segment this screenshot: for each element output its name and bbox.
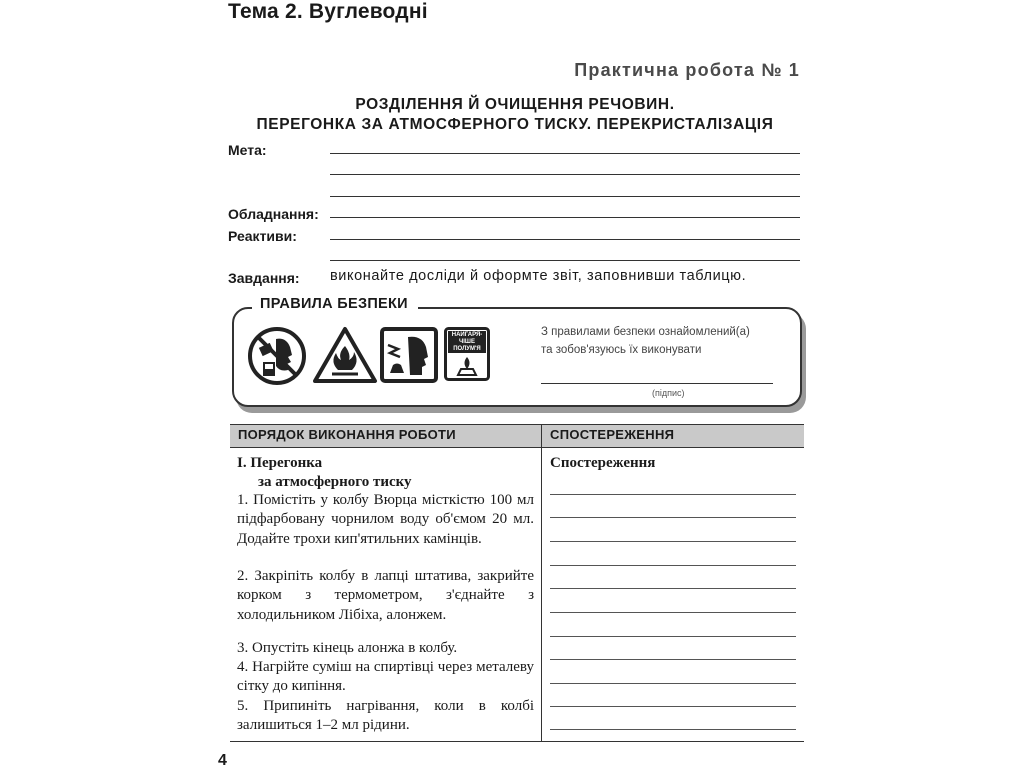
section-title-line-2: за атмосферного тиску — [258, 474, 412, 490]
task-text: виконайте досліди й оформте звіт, заповнивши таблицю. — [330, 268, 747, 284]
observations-column-header: СПОСТЕРЕЖЕННЯ — [550, 427, 675, 442]
no-tasting-icon — [246, 325, 310, 392]
observation-line[interactable] — [550, 541, 796, 542]
safety-ack-line-2: та зобов'язуюсь їх виконувати — [541, 344, 702, 356]
heating-hazard-icon — [380, 327, 438, 388]
step-1: 1. Помістіть у колбу Вюрца місткістю 100 мл підфарбовану чорнилом воду об'ємом 20 мл. Додайте трохи кип'ятильних камінців. — [237, 492, 534, 547]
reagents-label: Реактиви: — [228, 228, 297, 244]
step-2: 2. Закріпіть колбу в лапці штатива, закрийте корком з термометром, з'єднайте з холодильником Лібіха, алонжем. — [237, 568, 534, 623]
observation-line[interactable] — [550, 588, 796, 589]
observation-line[interactable] — [550, 729, 796, 730]
step-5: 5. Припиніть нагрівання, коли в колбі залишиться 1–2 мл рідини. — [237, 698, 534, 734]
flammable-warning-icon — [312, 326, 378, 389]
signature-caption: (підпис) — [652, 388, 685, 398]
observation-line[interactable] — [550, 517, 796, 518]
observation-line[interactable] — [550, 683, 796, 684]
safety-ack-line-1: З правилами безпеки ознайомлений(а) — [541, 326, 750, 338]
practical-work-title: Практична робота № 1 — [574, 60, 800, 80]
spirit-lamp-icon — [444, 327, 490, 381]
lesson-title-line-1: РОЗДІЛЕННЯ Й ОЧИЩЕННЯ РЕЧОВИН. — [355, 96, 675, 113]
equipment-label: Обладнання: — [228, 206, 319, 222]
observations-label: Спостереження — [550, 455, 656, 471]
observation-line[interactable] — [550, 706, 796, 707]
topic-heading: Тема 2. Вуглеводні — [228, 0, 428, 23]
section-title-line-1: I. Перегонка — [237, 455, 323, 471]
goal-label: Мета: — [228, 142, 267, 158]
reagents-line-1[interactable] — [330, 239, 800, 240]
reagents-line-2[interactable] — [330, 260, 800, 261]
step-3: 3. Опустіть кінець алонжа в колбу. — [237, 640, 458, 656]
observation-line[interactable] — [550, 494, 796, 495]
procedure-column-header: ПОРЯДОК ВИКОНАННЯ РОБОТИ — [238, 427, 456, 442]
page-number: 4 — [218, 752, 227, 769]
observation-line[interactable] — [550, 636, 796, 637]
equipment-line[interactable] — [330, 217, 800, 218]
observation-line[interactable] — [550, 565, 796, 566]
step-4: 4. Нагрійте суміш на спиртівці через металеву сітку до кипіння. — [237, 659, 534, 695]
observation-line[interactable] — [550, 659, 796, 660]
signature-line[interactable] — [541, 383, 773, 384]
goal-line-2[interactable] — [330, 174, 800, 175]
goal-line-1[interactable] — [330, 153, 800, 154]
goal-line-3[interactable] — [330, 196, 800, 197]
lamp-sign-line-2: ЧІШЕ — [459, 339, 475, 345]
column-divider — [541, 424, 542, 742]
table-bottom-border — [230, 741, 804, 742]
lamp-sign-line-1: НАЙГАРЯ- — [451, 332, 483, 338]
lamp-sign-line-3: ПОЛУМ'Я — [453, 346, 481, 352]
observation-line[interactable] — [550, 612, 796, 613]
lesson-title-line-2: ПЕРЕГОНКА ЗА АТМОСФЕРНОГО ТИСКУ. ПЕРЕКРИСТАЛІЗАЦІЯ — [256, 116, 774, 133]
task-label: Завдання: — [228, 270, 300, 286]
safety-rules-title: ПРАВИЛА БЕЗПЕКИ — [252, 294, 418, 314]
